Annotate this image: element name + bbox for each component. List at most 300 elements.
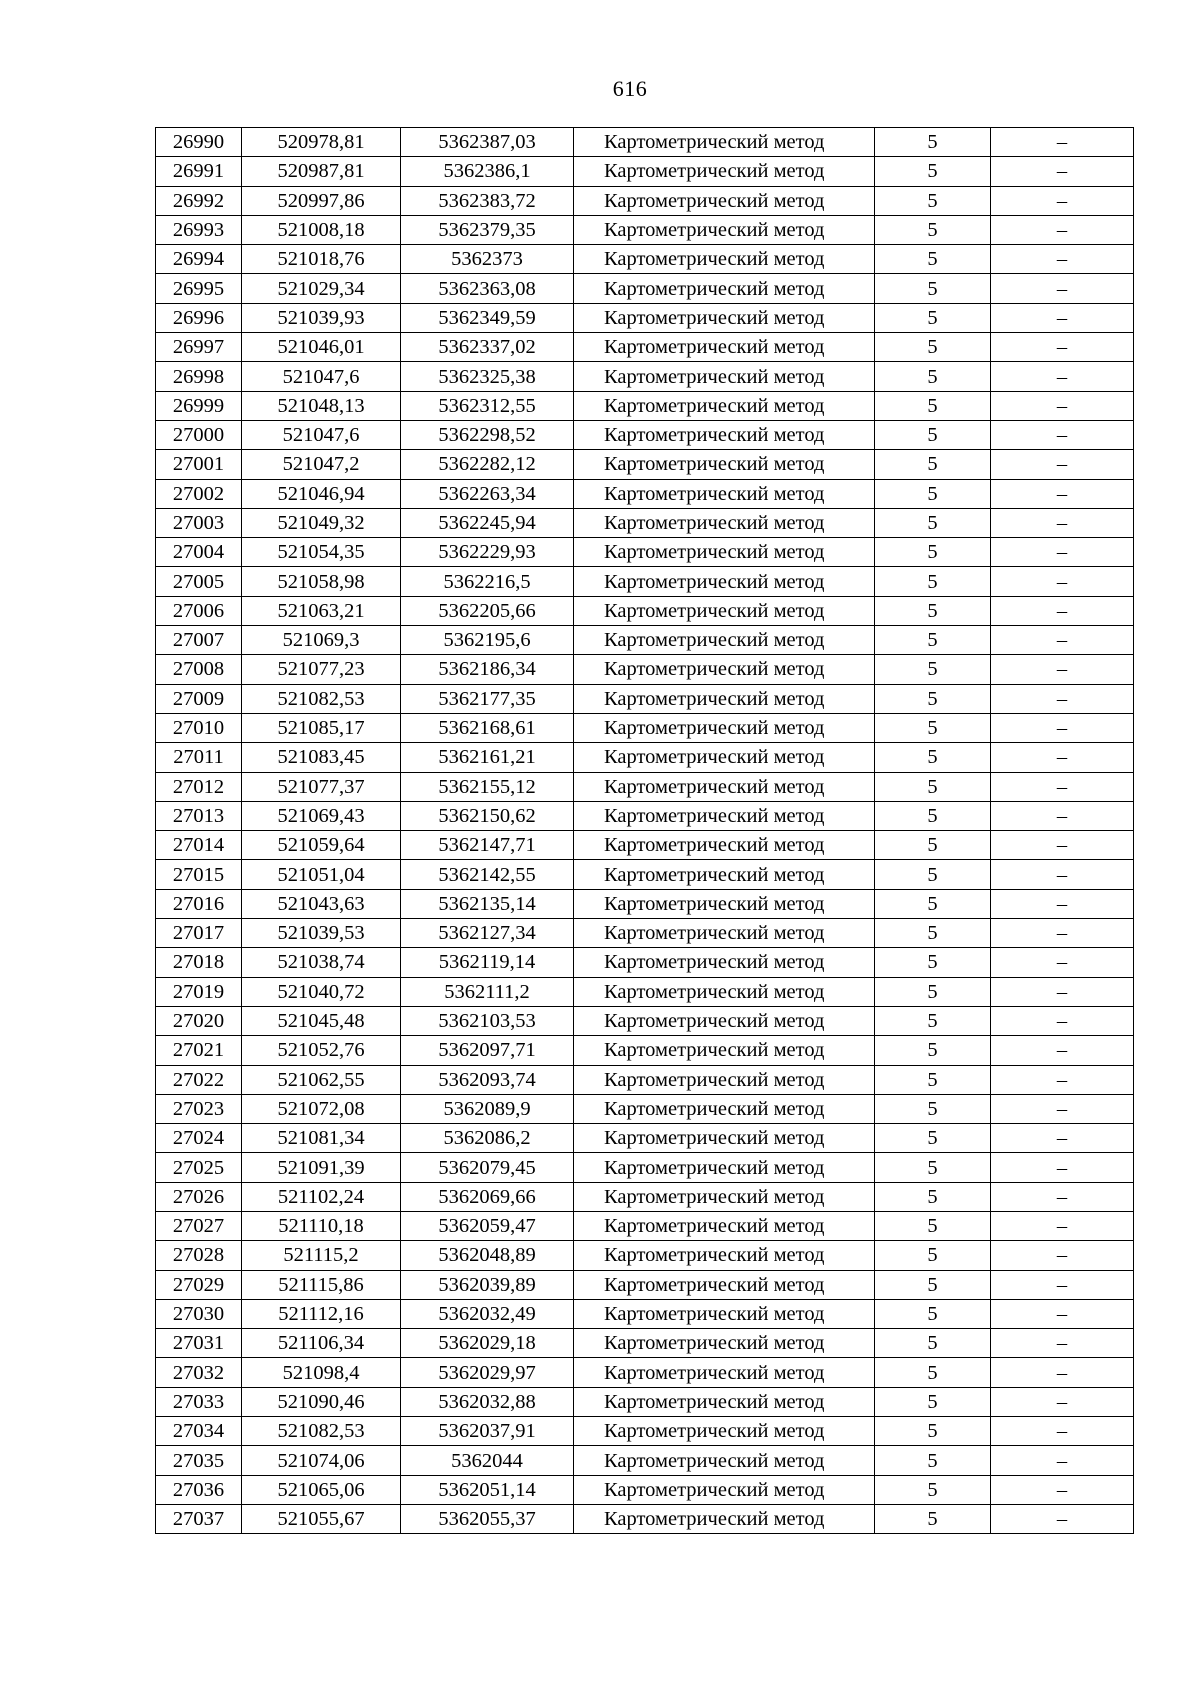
description-cell: – xyxy=(991,977,1134,1006)
description-cell: – xyxy=(991,626,1134,655)
method-cell: Картометрический метод xyxy=(574,684,875,713)
accuracy-cell: 5 xyxy=(875,1036,991,1065)
point-number-cell: 26995 xyxy=(156,274,242,303)
table-row xyxy=(156,538,1134,567)
method-cell: Картометрический метод xyxy=(574,801,875,830)
description-cell: – xyxy=(991,1387,1134,1416)
method-cell: Картометрический метод xyxy=(574,1036,875,1065)
method-cell: Картометрический метод xyxy=(574,567,875,596)
y-coordinate-cell: 5362229,93 xyxy=(401,538,574,567)
y-coordinate-cell: 5362282,12 xyxy=(401,450,574,479)
point-number-cell: 27026 xyxy=(156,1182,242,1211)
accuracy-cell: 5 xyxy=(875,831,991,860)
description-cell: – xyxy=(991,391,1134,420)
point-number-cell: 27023 xyxy=(156,1094,242,1123)
y-coordinate-cell: 5362032,88 xyxy=(401,1387,574,1416)
accuracy-cell: 5 xyxy=(875,801,991,830)
description-cell: – xyxy=(991,245,1134,274)
point-number-cell: 27015 xyxy=(156,860,242,889)
method-cell: Картометрический метод xyxy=(574,1211,875,1240)
description-cell: – xyxy=(991,1358,1134,1387)
point-number-cell: 27010 xyxy=(156,713,242,742)
y-coordinate-cell: 5362093,74 xyxy=(401,1065,574,1094)
y-coordinate-cell: 5362325,38 xyxy=(401,362,574,391)
table-row xyxy=(156,333,1134,362)
description-cell: – xyxy=(991,831,1134,860)
method-cell: Картометрический метод xyxy=(574,245,875,274)
accuracy-cell: 5 xyxy=(875,626,991,655)
table-row xyxy=(156,450,1134,479)
table-row xyxy=(156,215,1134,244)
accuracy-cell: 5 xyxy=(875,215,991,244)
x-coordinate-cell: 521051,04 xyxy=(242,860,401,889)
table-row xyxy=(156,743,1134,772)
description-cell: – xyxy=(991,333,1134,362)
method-cell: Картометрический метод xyxy=(574,1270,875,1299)
method-cell: Картометрический метод xyxy=(574,889,875,918)
y-coordinate-cell: 5362245,94 xyxy=(401,508,574,537)
description-cell: – xyxy=(991,1329,1134,1358)
x-coordinate-cell: 521090,46 xyxy=(242,1387,401,1416)
method-cell: Картометрический метод xyxy=(574,626,875,655)
y-coordinate-cell: 5362373 xyxy=(401,245,574,274)
description-cell: – xyxy=(991,420,1134,449)
table-row xyxy=(156,1387,1134,1416)
x-coordinate-cell: 521106,34 xyxy=(242,1329,401,1358)
method-cell: Картометрический метод xyxy=(574,1094,875,1123)
x-coordinate-cell: 521054,35 xyxy=(242,538,401,567)
table-row xyxy=(156,245,1134,274)
y-coordinate-cell: 5362029,97 xyxy=(401,1358,574,1387)
point-number-cell: 27028 xyxy=(156,1241,242,1270)
point-number-cell: 26996 xyxy=(156,303,242,332)
table-row xyxy=(156,1036,1134,1065)
accuracy-cell: 5 xyxy=(875,1299,991,1328)
x-coordinate-cell: 521052,76 xyxy=(242,1036,401,1065)
accuracy-cell: 5 xyxy=(875,245,991,274)
x-coordinate-cell: 521038,74 xyxy=(242,948,401,977)
y-coordinate-cell: 5362079,45 xyxy=(401,1153,574,1182)
description-cell: – xyxy=(991,157,1134,186)
method-cell: Картометрический метод xyxy=(574,977,875,1006)
y-coordinate-cell: 5362147,71 xyxy=(401,831,574,860)
description-cell: – xyxy=(991,1006,1134,1035)
y-coordinate-cell: 5362127,34 xyxy=(401,919,574,948)
description-cell: – xyxy=(991,1417,1134,1446)
table-row xyxy=(156,977,1134,1006)
y-coordinate-cell: 5362216,5 xyxy=(401,567,574,596)
description-cell: – xyxy=(991,479,1134,508)
y-coordinate-cell: 5362111,2 xyxy=(401,977,574,1006)
table-row xyxy=(156,128,1134,157)
accuracy-cell: 5 xyxy=(875,1387,991,1416)
description-cell: – xyxy=(991,948,1134,977)
table-row xyxy=(156,948,1134,977)
point-number-cell: 27024 xyxy=(156,1124,242,1153)
point-number-cell: 26994 xyxy=(156,245,242,274)
point-number-cell: 26990 xyxy=(156,128,242,157)
method-cell: Картометрический метод xyxy=(574,655,875,684)
x-coordinate-cell: 521059,64 xyxy=(242,831,401,860)
table-row xyxy=(156,157,1134,186)
description-cell: – xyxy=(991,538,1134,567)
method-cell: Картометрический метод xyxy=(574,1182,875,1211)
method-cell: Картометрический метод xyxy=(574,743,875,772)
method-cell: Картометрический метод xyxy=(574,362,875,391)
method-cell: Картометрический метод xyxy=(574,274,875,303)
y-coordinate-cell: 5362032,49 xyxy=(401,1299,574,1328)
accuracy-cell: 5 xyxy=(875,596,991,625)
point-number-cell: 27027 xyxy=(156,1211,242,1240)
description-cell: – xyxy=(991,508,1134,537)
method-cell: Картометрический метод xyxy=(574,508,875,537)
description-cell: – xyxy=(991,1065,1134,1094)
point-number-cell: 27012 xyxy=(156,772,242,801)
description-cell: – xyxy=(991,684,1134,713)
method-cell: Картометрический метод xyxy=(574,215,875,244)
description-cell: – xyxy=(991,1270,1134,1299)
point-number-cell: 27018 xyxy=(156,948,242,977)
point-number-cell: 27017 xyxy=(156,919,242,948)
accuracy-cell: 5 xyxy=(875,450,991,479)
point-number-cell: 27020 xyxy=(156,1006,242,1035)
accuracy-cell: 5 xyxy=(875,1182,991,1211)
point-number-cell: 27011 xyxy=(156,743,242,772)
point-number-cell: 27032 xyxy=(156,1358,242,1387)
coordinates-table-body xyxy=(156,128,1134,1534)
point-number-cell: 27016 xyxy=(156,889,242,918)
y-coordinate-cell: 5362044 xyxy=(401,1446,574,1475)
table-row xyxy=(156,889,1134,918)
method-cell: Картометрический метод xyxy=(574,1124,875,1153)
description-cell: – xyxy=(991,772,1134,801)
accuracy-cell: 5 xyxy=(875,1124,991,1153)
table-row xyxy=(156,1153,1134,1182)
point-number-cell: 27030 xyxy=(156,1299,242,1328)
point-number-cell: 27036 xyxy=(156,1475,242,1504)
description-cell: – xyxy=(991,713,1134,742)
method-cell: Картометрический метод xyxy=(574,713,875,742)
point-number-cell: 27000 xyxy=(156,420,242,449)
x-coordinate-cell: 521072,08 xyxy=(242,1094,401,1123)
point-number-cell: 26999 xyxy=(156,391,242,420)
description-cell: – xyxy=(991,1124,1134,1153)
accuracy-cell: 5 xyxy=(875,362,991,391)
y-coordinate-cell: 5362103,53 xyxy=(401,1006,574,1035)
table-row xyxy=(156,831,1134,860)
point-number-cell: 27003 xyxy=(156,508,242,537)
point-number-cell: 27001 xyxy=(156,450,242,479)
description-cell: – xyxy=(991,596,1134,625)
accuracy-cell: 5 xyxy=(875,1211,991,1240)
y-coordinate-cell: 5362059,47 xyxy=(401,1211,574,1240)
accuracy-cell: 5 xyxy=(875,186,991,215)
point-number-cell: 27009 xyxy=(156,684,242,713)
method-cell: Картометрический метод xyxy=(574,772,875,801)
table-row xyxy=(156,1211,1134,1240)
accuracy-cell: 5 xyxy=(875,128,991,157)
x-coordinate-cell: 521074,06 xyxy=(242,1446,401,1475)
table-row xyxy=(156,860,1134,889)
x-coordinate-cell: 521112,16 xyxy=(242,1299,401,1328)
point-number-cell: 27007 xyxy=(156,626,242,655)
table-row xyxy=(156,1446,1134,1475)
y-coordinate-cell: 5362205,66 xyxy=(401,596,574,625)
accuracy-cell: 5 xyxy=(875,713,991,742)
x-coordinate-cell: 521098,4 xyxy=(242,1358,401,1387)
table-row xyxy=(156,479,1134,508)
y-coordinate-cell: 5362387,03 xyxy=(401,128,574,157)
method-cell: Картометрический метод xyxy=(574,1504,875,1533)
point-number-cell: 27013 xyxy=(156,801,242,830)
table-row xyxy=(156,1182,1134,1211)
y-coordinate-cell: 5362312,55 xyxy=(401,391,574,420)
y-coordinate-cell: 5362135,14 xyxy=(401,889,574,918)
description-cell: – xyxy=(991,1182,1134,1211)
y-coordinate-cell: 5362142,55 xyxy=(401,860,574,889)
x-coordinate-cell: 520997,86 xyxy=(242,186,401,215)
accuracy-cell: 5 xyxy=(875,948,991,977)
point-number-cell: 26991 xyxy=(156,157,242,186)
x-coordinate-cell: 521082,53 xyxy=(242,1417,401,1446)
point-number-cell: 27029 xyxy=(156,1270,242,1299)
point-number-cell: 27006 xyxy=(156,596,242,625)
table-row xyxy=(156,1241,1134,1270)
accuracy-cell: 5 xyxy=(875,743,991,772)
y-coordinate-cell: 5362161,21 xyxy=(401,743,574,772)
accuracy-cell: 5 xyxy=(875,1094,991,1123)
point-number-cell: 27008 xyxy=(156,655,242,684)
method-cell: Картометрический метод xyxy=(574,157,875,186)
accuracy-cell: 5 xyxy=(875,1358,991,1387)
y-coordinate-cell: 5362168,61 xyxy=(401,713,574,742)
x-coordinate-cell: 521055,67 xyxy=(242,1504,401,1533)
y-coordinate-cell: 5362037,91 xyxy=(401,1417,574,1446)
y-coordinate-cell: 5362298,52 xyxy=(401,420,574,449)
method-cell: Картометрический метод xyxy=(574,479,875,508)
y-coordinate-cell: 5362029,18 xyxy=(401,1329,574,1358)
accuracy-cell: 5 xyxy=(875,157,991,186)
accuracy-cell: 5 xyxy=(875,1241,991,1270)
table-row xyxy=(156,684,1134,713)
x-coordinate-cell: 521039,53 xyxy=(242,919,401,948)
description-cell: – xyxy=(991,1036,1134,1065)
accuracy-cell: 5 xyxy=(875,655,991,684)
method-cell: Картометрический метод xyxy=(574,186,875,215)
description-cell: – xyxy=(991,128,1134,157)
accuracy-cell: 5 xyxy=(875,977,991,1006)
accuracy-cell: 5 xyxy=(875,1329,991,1358)
table-row xyxy=(156,1358,1134,1387)
y-coordinate-cell: 5362383,72 xyxy=(401,186,574,215)
table-row xyxy=(156,1299,1134,1328)
table-row xyxy=(156,186,1134,215)
x-coordinate-cell: 521048,13 xyxy=(242,391,401,420)
table-row xyxy=(156,1006,1134,1035)
y-coordinate-cell: 5362155,12 xyxy=(401,772,574,801)
point-number-cell: 27031 xyxy=(156,1329,242,1358)
table-row xyxy=(156,596,1134,625)
method-cell: Картометрический метод xyxy=(574,303,875,332)
accuracy-cell: 5 xyxy=(875,567,991,596)
accuracy-cell: 5 xyxy=(875,303,991,332)
x-coordinate-cell: 521058,98 xyxy=(242,567,401,596)
description-cell: – xyxy=(991,1475,1134,1504)
table-row xyxy=(156,1124,1134,1153)
point-number-cell: 27025 xyxy=(156,1153,242,1182)
table-row xyxy=(156,655,1134,684)
point-number-cell: 26993 xyxy=(156,215,242,244)
method-cell: Картометрический метод xyxy=(574,1299,875,1328)
method-cell: Картометрический метод xyxy=(574,1241,875,1270)
method-cell: Картометрический метод xyxy=(574,1065,875,1094)
accuracy-cell: 5 xyxy=(875,1475,991,1504)
y-coordinate-cell: 5362195,6 xyxy=(401,626,574,655)
x-coordinate-cell: 521049,32 xyxy=(242,508,401,537)
x-coordinate-cell: 521102,24 xyxy=(242,1182,401,1211)
y-coordinate-cell: 5362051,14 xyxy=(401,1475,574,1504)
x-coordinate-cell: 521043,63 xyxy=(242,889,401,918)
table-row xyxy=(156,1094,1134,1123)
method-cell: Картометрический метод xyxy=(574,860,875,889)
table-row xyxy=(156,1270,1134,1299)
accuracy-cell: 5 xyxy=(875,919,991,948)
method-cell: Картометрический метод xyxy=(574,1153,875,1182)
x-coordinate-cell: 521110,18 xyxy=(242,1211,401,1240)
x-coordinate-cell: 521039,93 xyxy=(242,303,401,332)
y-coordinate-cell: 5362119,14 xyxy=(401,948,574,977)
accuracy-cell: 5 xyxy=(875,479,991,508)
point-number-cell: 27035 xyxy=(156,1446,242,1475)
description-cell: – xyxy=(991,186,1134,215)
accuracy-cell: 5 xyxy=(875,391,991,420)
table-row xyxy=(156,567,1134,596)
method-cell: Картометрический метод xyxy=(574,1446,875,1475)
table-row xyxy=(156,713,1134,742)
method-cell: Картометрический метод xyxy=(574,919,875,948)
description-cell: – xyxy=(991,1504,1134,1533)
point-number-cell: 26992 xyxy=(156,186,242,215)
page-number: 616 xyxy=(612,76,648,101)
x-coordinate-cell: 521029,34 xyxy=(242,274,401,303)
description-cell: – xyxy=(991,450,1134,479)
accuracy-cell: 5 xyxy=(875,772,991,801)
y-coordinate-cell: 5362349,59 xyxy=(401,303,574,332)
table-row xyxy=(156,1475,1134,1504)
description-cell: – xyxy=(991,567,1134,596)
accuracy-cell: 5 xyxy=(875,420,991,449)
description-cell: – xyxy=(991,1211,1134,1240)
x-coordinate-cell: 521091,39 xyxy=(242,1153,401,1182)
x-coordinate-cell: 521077,37 xyxy=(242,772,401,801)
x-coordinate-cell: 520987,81 xyxy=(242,157,401,186)
x-coordinate-cell: 520978,81 xyxy=(242,128,401,157)
method-cell: Картометрический метод xyxy=(574,1417,875,1446)
description-cell: – xyxy=(991,860,1134,889)
table-row xyxy=(156,919,1134,948)
accuracy-cell: 5 xyxy=(875,1446,991,1475)
description-cell: – xyxy=(991,303,1134,332)
table-row xyxy=(156,626,1134,655)
description-cell: – xyxy=(991,1153,1134,1182)
y-coordinate-cell: 5362379,35 xyxy=(401,215,574,244)
x-coordinate-cell: 521062,55 xyxy=(242,1065,401,1094)
point-number-cell: 27021 xyxy=(156,1036,242,1065)
x-coordinate-cell: 521045,48 xyxy=(242,1006,401,1035)
table-row xyxy=(156,1504,1134,1533)
x-coordinate-cell: 521065,06 xyxy=(242,1475,401,1504)
x-coordinate-cell: 521083,45 xyxy=(242,743,401,772)
point-number-cell: 27034 xyxy=(156,1417,242,1446)
y-coordinate-cell: 5362363,08 xyxy=(401,274,574,303)
accuracy-cell: 5 xyxy=(875,1270,991,1299)
accuracy-cell: 5 xyxy=(875,1504,991,1533)
description-cell: – xyxy=(991,1299,1134,1328)
method-cell: Картометрический метод xyxy=(574,391,875,420)
y-coordinate-cell: 5362086,2 xyxy=(401,1124,574,1153)
table-row xyxy=(156,362,1134,391)
description-cell: – xyxy=(991,919,1134,948)
method-cell: Картометрический метод xyxy=(574,1358,875,1387)
y-coordinate-cell: 5362097,71 xyxy=(401,1036,574,1065)
x-coordinate-cell: 521082,53 xyxy=(242,684,401,713)
x-coordinate-cell: 521008,18 xyxy=(242,215,401,244)
table-row xyxy=(156,274,1134,303)
description-cell: – xyxy=(991,362,1134,391)
coordinates-table xyxy=(155,127,1134,1534)
method-cell: Картометрический метод xyxy=(574,128,875,157)
y-coordinate-cell: 5362069,66 xyxy=(401,1182,574,1211)
x-coordinate-cell: 521115,2 xyxy=(242,1241,401,1270)
x-coordinate-cell: 521047,6 xyxy=(242,362,401,391)
method-cell: Картометрический метод xyxy=(574,333,875,362)
table-row xyxy=(156,1417,1134,1446)
y-coordinate-cell: 5362089,9 xyxy=(401,1094,574,1123)
table-row xyxy=(156,772,1134,801)
description-cell: – xyxy=(991,801,1134,830)
x-coordinate-cell: 521077,23 xyxy=(242,655,401,684)
accuracy-cell: 5 xyxy=(875,1153,991,1182)
x-coordinate-cell: 521018,76 xyxy=(242,245,401,274)
table-row xyxy=(156,420,1134,449)
y-coordinate-cell: 5362150,62 xyxy=(401,801,574,830)
accuracy-cell: 5 xyxy=(875,1006,991,1035)
x-coordinate-cell: 521047,2 xyxy=(242,450,401,479)
method-cell: Картометрический метод xyxy=(574,538,875,567)
point-number-cell: 27033 xyxy=(156,1387,242,1416)
x-coordinate-cell: 521046,01 xyxy=(242,333,401,362)
point-number-cell: 27037 xyxy=(156,1504,242,1533)
accuracy-cell: 5 xyxy=(875,508,991,537)
table-row xyxy=(156,303,1134,332)
x-coordinate-cell: 521115,86 xyxy=(242,1270,401,1299)
point-number-cell: 27022 xyxy=(156,1065,242,1094)
method-cell: Картометрический метод xyxy=(574,596,875,625)
table-row xyxy=(156,1329,1134,1358)
accuracy-cell: 5 xyxy=(875,274,991,303)
y-coordinate-cell: 5362055,37 xyxy=(401,1504,574,1533)
method-cell: Картометрический метод xyxy=(574,450,875,479)
x-coordinate-cell: 521063,21 xyxy=(242,596,401,625)
point-number-cell: 27005 xyxy=(156,567,242,596)
accuracy-cell: 5 xyxy=(875,538,991,567)
method-cell: Картометрический метод xyxy=(574,420,875,449)
accuracy-cell: 5 xyxy=(875,1065,991,1094)
table-row xyxy=(156,1065,1134,1094)
y-coordinate-cell: 5362039,89 xyxy=(401,1270,574,1299)
accuracy-cell: 5 xyxy=(875,684,991,713)
point-number-cell: 26998 xyxy=(156,362,242,391)
